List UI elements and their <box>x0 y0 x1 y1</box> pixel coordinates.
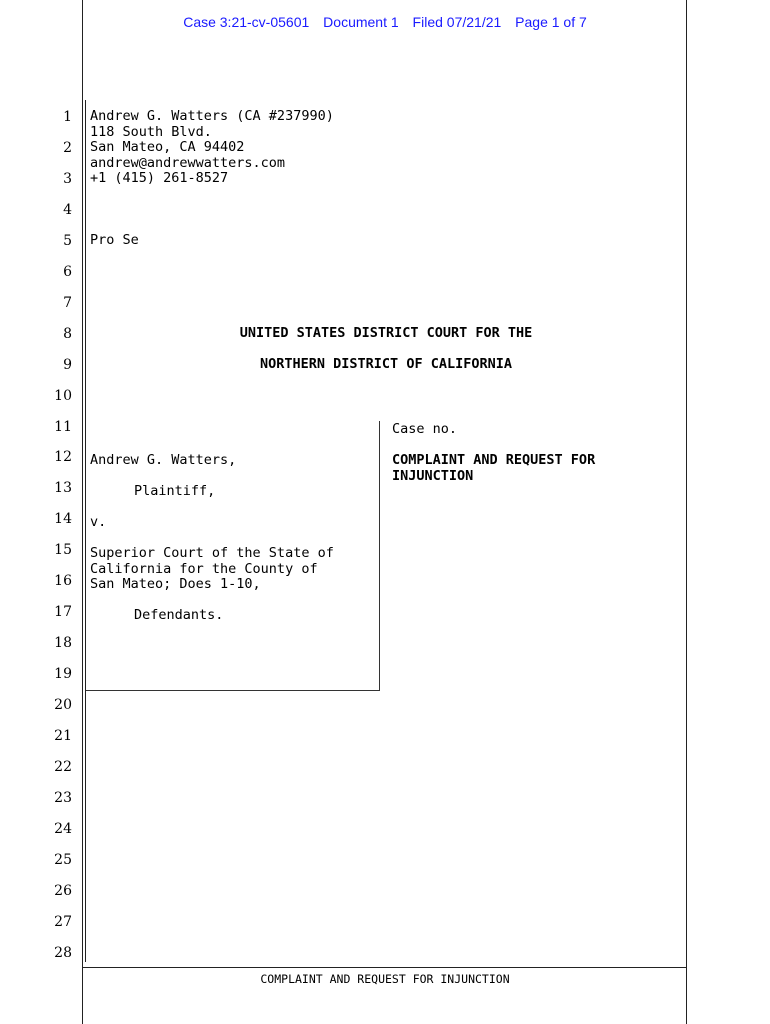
line-number: 3 <box>63 170 72 187</box>
document-title-line1: COMPLAINT AND REQUEST FOR <box>392 452 596 468</box>
line-number: 11 <box>54 418 72 435</box>
line-number: 8 <box>63 325 72 342</box>
court-name-line2: NORTHERN DISTRICT OF CALIFORNIA <box>260 356 512 372</box>
line-number: 19 <box>54 666 72 683</box>
line-number: 25 <box>54 851 72 868</box>
pro-se-label: Pro Se <box>90 232 139 248</box>
line-number: 6 <box>63 263 72 280</box>
line-number: 12 <box>54 449 72 466</box>
line-number: 20 <box>54 697 72 714</box>
page-count-stamp: Page 1 of 7 <box>515 14 587 30</box>
defendant-line2: California for the County of <box>90 560 318 577</box>
ecf-header-stamp <box>0 14 770 30</box>
attorney-street: 118 South Blvd. <box>90 123 212 140</box>
line-number: 21 <box>54 728 72 744</box>
line-number: 28 <box>54 944 72 961</box>
line-number: 16 <box>54 573 72 590</box>
line-number: 26 <box>54 882 72 899</box>
defendant-block <box>90 546 334 593</box>
case-number-stamp: Case 3:21-cv-05601 <box>183 14 310 30</box>
filed-date-stamp: Filed 07/21/21 <box>412 14 502 30</box>
versus-label: v. <box>90 514 107 530</box>
line-number: 23 <box>54 789 72 806</box>
footer-title: COMPLAINT AND REQUEST FOR INJUNCTION <box>260 972 510 986</box>
left-margin-rule <box>82 0 83 1024</box>
line-number: 24 <box>54 820 72 837</box>
attorney-block <box>90 109 334 187</box>
attorney-email: andrew@andrewwatters.com <box>90 154 286 171</box>
court-name-line1: UNITED STATES DISTRICT COURT FOR THE <box>239 325 533 341</box>
document-number-stamp: Document 1 <box>323 14 399 30</box>
case-number-label: Case no. <box>392 421 458 437</box>
line-number: 10 <box>54 387 72 404</box>
document-title-line2: INJUNCTION <box>392 467 474 484</box>
line-number: 7 <box>63 294 72 311</box>
plaintiff-name: Andrew G. Watters, <box>90 452 237 468</box>
line-number: 4 <box>63 201 72 218</box>
attorney-name: Andrew G. Watters (CA #237990) <box>90 108 334 124</box>
line-number: 27 <box>54 913 72 930</box>
line-number: 13 <box>54 480 72 497</box>
defendant-line3: San Mateo; Does 1-10, <box>90 576 261 592</box>
caption-divider-vertical <box>379 421 380 691</box>
attorney-phone: +1 (415) 261-8527 <box>90 170 229 186</box>
line-number: 22 <box>54 758 72 775</box>
line-number: 9 <box>63 356 72 373</box>
line-number: 15 <box>54 542 72 559</box>
document-title <box>392 453 595 484</box>
defendant-role: Defendants. <box>134 607 224 623</box>
line-number: 18 <box>54 635 72 652</box>
line-number: 5 <box>63 232 72 249</box>
footer-rule <box>83 967 687 968</box>
right-margin-rule <box>686 0 687 1024</box>
plaintiff-role: Plaintiff, <box>134 483 216 499</box>
defendant-line1: Superior Court of the State of <box>90 545 334 561</box>
caption-divider-horizontal <box>86 690 380 691</box>
line-number: 17 <box>54 604 72 621</box>
line-number: 2 <box>63 139 72 156</box>
attorney-city: San Mateo, CA 94402 <box>90 139 245 155</box>
line-number: 1 <box>63 109 72 125</box>
line-number: 14 <box>54 511 72 528</box>
left-margin-rule-inner <box>85 100 86 962</box>
